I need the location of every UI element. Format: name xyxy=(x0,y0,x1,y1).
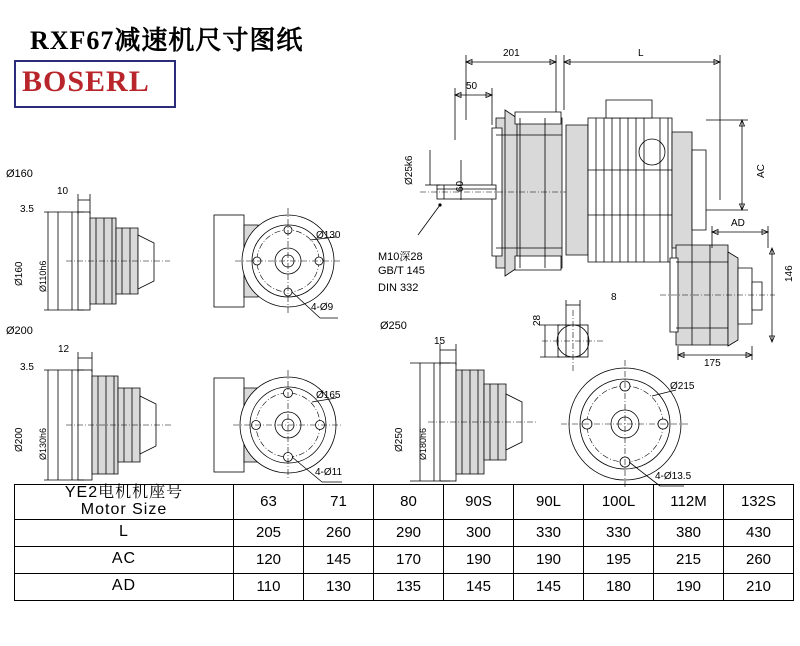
table-col-header: 132S xyxy=(724,485,794,520)
flange160-pcd: Ø110h6 xyxy=(38,260,48,292)
table-row-label: L xyxy=(15,519,234,546)
dim-AC: AC xyxy=(756,164,767,178)
flange200-t2: 3.5 xyxy=(20,362,34,373)
table-col-header: 112M xyxy=(654,485,724,520)
flange250-bolt-circle: Ø215 xyxy=(670,381,695,392)
table-row xyxy=(15,485,794,520)
flange250-t1: 15 xyxy=(434,336,446,347)
table-col-header: 90L xyxy=(514,485,584,520)
table-cell: 135 xyxy=(374,573,444,600)
dim-50: 50 xyxy=(466,81,478,92)
key-width: 8 xyxy=(611,292,617,303)
dim-AD: AD xyxy=(731,218,745,229)
table-cell: 300 xyxy=(444,519,514,546)
table-cell: 330 xyxy=(584,519,654,546)
dim-L: L xyxy=(638,48,644,59)
flange200-bolt-circle: Ø165 xyxy=(316,390,341,401)
right-side-view xyxy=(660,226,775,360)
flange250-pcd: Ø180h6 xyxy=(418,427,428,460)
table-row-label: AC xyxy=(15,546,234,573)
dim-175: 175 xyxy=(704,358,721,369)
table-col-header: 71 xyxy=(304,485,374,520)
table-cell: 190 xyxy=(444,546,514,573)
table-cell: 145 xyxy=(304,546,374,573)
flange200-holes: 4-Ø11 xyxy=(315,467,343,478)
flange160-section xyxy=(44,194,170,310)
table-cell: 260 xyxy=(304,519,374,546)
dim-shaft-dia: Ø25k6 xyxy=(404,155,415,185)
table-cell: 205 xyxy=(234,519,304,546)
table-cell: 195 xyxy=(584,546,654,573)
dim-shaft-len: 60 xyxy=(455,180,466,192)
table-cell: 210 xyxy=(724,573,794,600)
table-col-header: 90S xyxy=(444,485,514,520)
table-col-header: 100L xyxy=(584,485,654,520)
flange160-holes: 4-Ø9 xyxy=(311,302,334,313)
table-cell: 430 xyxy=(724,519,794,546)
table-cell: 190 xyxy=(514,546,584,573)
flange200-section xyxy=(44,352,172,480)
table-cell: 190 xyxy=(654,573,724,600)
table-header-cn: YE2电机机座号 xyxy=(64,484,184,501)
thread-note-line1: M10深28 xyxy=(378,251,423,263)
table-row xyxy=(15,519,794,546)
main-view-gearbox-body xyxy=(492,110,562,276)
table-col-header: 80 xyxy=(374,485,444,520)
flange200-od: Ø200 xyxy=(14,427,25,452)
flange250-title: Ø250 xyxy=(380,320,407,332)
table-cell: 170 xyxy=(374,546,444,573)
flange200-t1: 12 xyxy=(58,344,70,355)
table-cell: 380 xyxy=(654,519,724,546)
flange200-front xyxy=(214,370,343,482)
table-col-header: 63 xyxy=(234,485,304,520)
table-header-en: Motor Size xyxy=(80,500,168,518)
main-view-thread-note-leader xyxy=(418,203,442,235)
motor-size-table xyxy=(14,484,794,601)
flange160-t1: 10 xyxy=(57,186,69,197)
key-detail xyxy=(540,300,604,372)
table-cell: 215 xyxy=(654,546,724,573)
table-cell: 290 xyxy=(374,519,444,546)
dim-201: 201 xyxy=(503,48,520,59)
table-row xyxy=(15,573,794,600)
flange160-od: Ø160 xyxy=(14,261,25,286)
key-height: 28 xyxy=(532,314,543,326)
table-cell: 260 xyxy=(724,546,794,573)
page-title: RXF67减速机尺寸图纸 xyxy=(30,26,304,55)
table-cell: 130 xyxy=(304,573,374,600)
flange250-section xyxy=(410,344,536,481)
flange250-od: Ø250 xyxy=(394,427,405,452)
flange250-holes: 4-Ø13.5 xyxy=(655,471,692,482)
flange250-front xyxy=(561,360,692,488)
flange160-t2: 3.5 xyxy=(20,204,34,215)
table-cell: 145 xyxy=(444,573,514,600)
thread-note-line3: DIN 332 xyxy=(378,282,419,294)
flange200-pcd: Ø130h6 xyxy=(38,427,48,460)
logo-text: BOSERL xyxy=(22,65,150,98)
table-row xyxy=(15,546,794,573)
table-cell: 110 xyxy=(234,573,304,600)
main-view-motor xyxy=(566,100,748,262)
table-cell: 145 xyxy=(514,573,584,600)
table-cell: 120 xyxy=(234,546,304,573)
thread-note-line2: GB/T 145 xyxy=(378,265,425,277)
flange160-bolt-circle: Ø130 xyxy=(316,230,341,241)
flange200-title: Ø200 xyxy=(6,325,33,337)
table-cell: 180 xyxy=(584,573,654,600)
table-header-cell xyxy=(15,485,234,520)
table-cell: 330 xyxy=(514,519,584,546)
flange160-title: Ø160 xyxy=(6,168,33,180)
dim-146: 146 xyxy=(784,265,795,282)
table-row-label: AD xyxy=(15,573,234,600)
